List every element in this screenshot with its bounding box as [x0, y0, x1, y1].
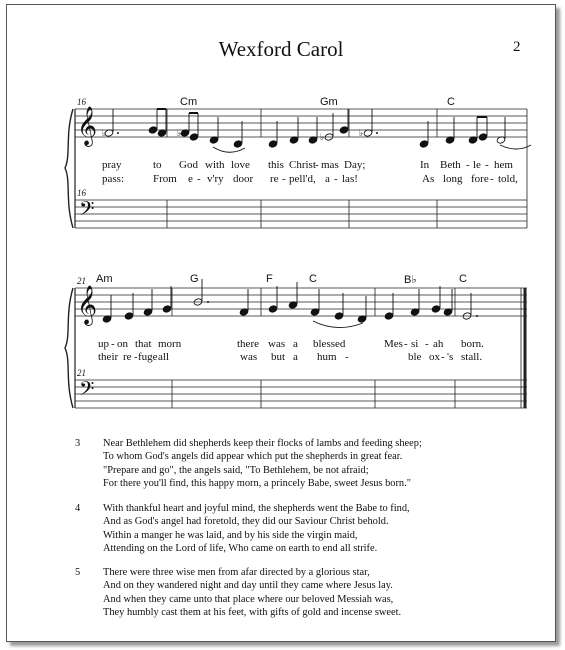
system-1-bass-staff: [75, 200, 527, 228]
verse-5: [75, 566, 402, 620]
svg-text:♭: ♭: [177, 128, 182, 138]
verse-line: With thankful heart and joyful mind, the shepherds went the Babe to find,: [103, 503, 410, 514]
treble-clef-icon: 𝄞: [77, 106, 98, 146]
chord-symbol: B♭: [404, 274, 417, 286]
system-2-treble-staff: [75, 288, 527, 316]
system-2-bass-staff: [75, 380, 527, 408]
verse-line: There were three wise men from afar directed by a glorious star,: [103, 567, 370, 578]
sheet-music-page: Wexford Carol 2 𝄞 𝄢 𝄞 𝄢 16 16 21 21 ♭ ♭ ♭ ♭ Cm Gm C pray to God with love this Christ - mas Day; In Beth - le - hem pass: From e - v'ry door re - pell'd, a - las! As long fore - told, Am G F C B♭ C up - on that morn there was a blessed Mes - si - ah born. their re - fuge all was but a hum - ble ox - 's stall. 3 Near Bethlehem did shepherds keep their flocks of lambs and feeding sheep; To whom God's angels did appear which put the shepherds in great fear. "Prepare and go", the angels said, "To Bethlehem, be not afraid; For there you'll find, this happy morn, a princely Babe, sweet Jesus born." 4 With thankful heart and joyful mind, the shepherds went the Babe to find, And as God's angel had foretold, they did our Saviour Christ behold. Within a manger he was laid, and by his side the virgin maid, Attending on the Lord of life, Who came on earth to end all strife. 5 There were three wise men from afar directed by a glorious star, And on they wandered night and day until they came where Jesus lay. And when they came unto that place where our beloved Messiah was, They humbly cast them at his feet, with gifts of gold and incense sweet.: [6, 4, 556, 642]
bass-clef-icon: 𝄢: [79, 197, 95, 225]
verse-line: To whom God's angels did appear which put the shepherds in great fear.: [103, 451, 403, 463]
measure-number: 21: [77, 368, 86, 378]
measure-number: 16: [77, 97, 86, 107]
verse-number: 4: [75, 503, 81, 514]
svg-text:♭: ♭: [102, 128, 107, 138]
measure-number: 21: [77, 276, 86, 286]
chord-symbol: Gm: [320, 96, 338, 108]
svg-text:♭: ♭: [320, 132, 325, 142]
verse-3: [75, 437, 422, 491]
chord-symbol: C: [309, 273, 317, 285]
bass-clef-icon: 𝄢: [79, 377, 95, 405]
chord-symbol: Am: [96, 273, 113, 285]
verse-number: 5: [75, 567, 81, 578]
chord-symbol: C: [459, 273, 467, 285]
chord-symbol: C: [447, 96, 455, 108]
chord-symbol: G: [190, 273, 199, 285]
chord-symbol: Cm: [180, 96, 198, 108]
verse-line: For there you'll find, this happy morn, a princely Babe, sweet Jesus born.": [103, 478, 411, 490]
verse-line: Near Bethlehem did shepherds keep their flocks of lambs and feeding sheep;: [103, 438, 422, 449]
measure-number: 16: [77, 188, 86, 198]
page-title: Wexford Carol: [218, 37, 344, 61]
verse-line: And as God's angel had foretold, they did our Saviour Christ behold.: [103, 516, 389, 528]
verse-line: "Prepare and go", the angels said, "To Bethlehem, be not afraid;: [103, 464, 369, 476]
page-number: 2: [513, 39, 521, 55]
verse-line: And on they wandered night and day until they came where Jesus lay.: [103, 580, 393, 592]
verse-number: 3: [75, 438, 81, 449]
verse-line: And when they came unto that place where our beloved Messiah was,: [103, 593, 394, 605]
verse-line: Attending on the Lord of life, Who came on earth to end all strife.: [103, 543, 378, 555]
verse-4: [75, 502, 410, 556]
system-2-notes: [102, 279, 478, 328]
system-1-notes: [102, 109, 531, 152]
chord-symbol: F: [266, 273, 273, 285]
verse-line: They humbly cast them at his feet, with gifts of gold and incense sweet.: [103, 607, 402, 619]
svg-text:♭: ♭: [359, 128, 364, 138]
treble-clef-icon: 𝄞: [77, 285, 98, 325]
verse-line: Within a manger he was laid, and by his side the virgin maid,: [103, 529, 358, 541]
system-1-treble-staff: [75, 109, 527, 137]
